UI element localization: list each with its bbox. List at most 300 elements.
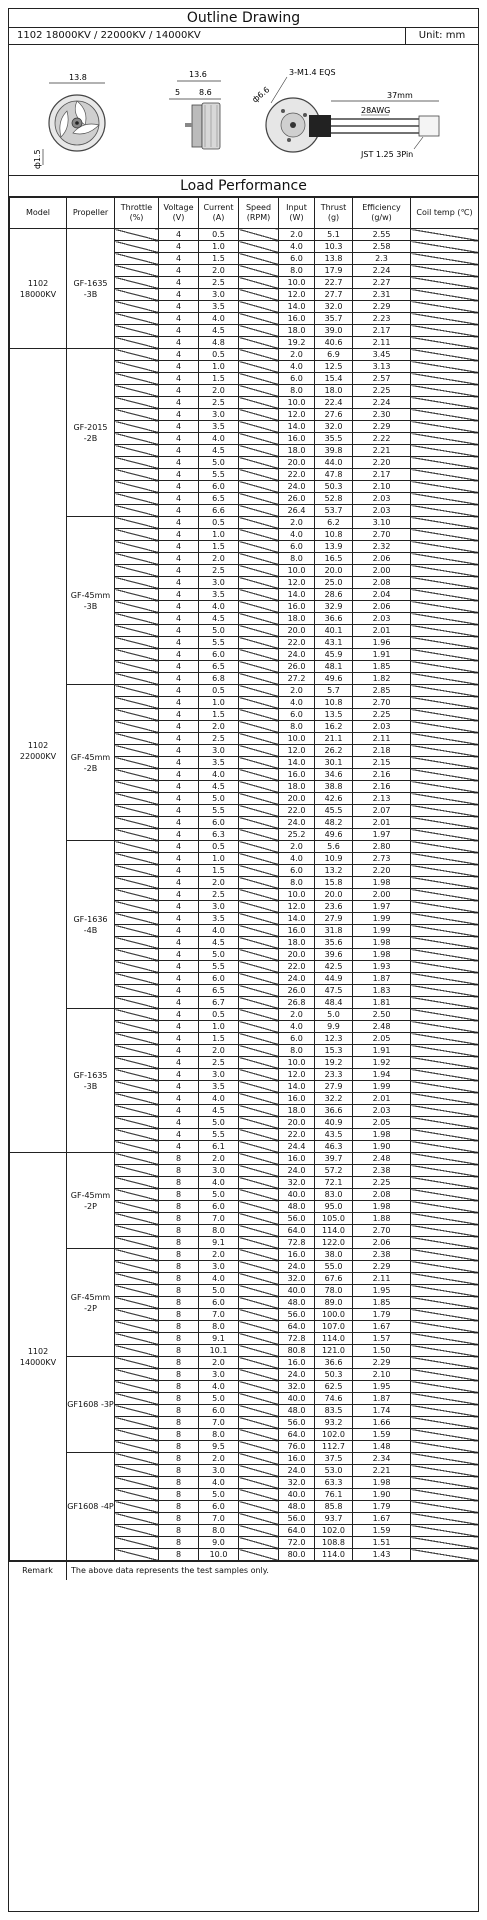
throttle-cell: [115, 901, 159, 913]
voltage-cell: 4: [159, 469, 199, 481]
throttle-cell: [115, 1549, 159, 1561]
thrust-cell: 108.8: [315, 1537, 353, 1549]
voltage-cell: 4: [159, 1033, 199, 1045]
throttle-cell: [115, 1189, 159, 1201]
input-cell: 56.0: [279, 1513, 315, 1525]
current-cell: 2.5: [199, 277, 239, 289]
voltage-cell: 8: [159, 1441, 199, 1453]
input-cell: 27.2: [279, 673, 315, 685]
current-cell: 1.5: [199, 541, 239, 553]
voltage-cell: 8: [159, 1549, 199, 1561]
efficiency-cell: 1.99: [353, 925, 411, 937]
thrust-cell: 38.8: [315, 781, 353, 793]
throttle-cell: [115, 313, 159, 325]
throttle-cell: [115, 1357, 159, 1369]
throttle-cell: [115, 1033, 159, 1045]
efficiency-cell: 2.25: [353, 1177, 411, 1189]
efficiency-cell: 1.50: [353, 1345, 411, 1357]
efficiency-cell: 1.88: [353, 1213, 411, 1225]
coil-temp-cell: [411, 1117, 479, 1129]
thrust-cell: 35.7: [315, 313, 353, 325]
efficiency-cell: 3.45: [353, 349, 411, 361]
input-cell: 16.0: [279, 769, 315, 781]
speed-cell: [239, 445, 279, 457]
voltage-cell: 4: [159, 517, 199, 529]
efficiency-cell: 1.57: [353, 1333, 411, 1345]
input-cell: 6.0: [279, 541, 315, 553]
input-cell: 40.0: [279, 1489, 315, 1501]
voltage-cell: 4: [159, 817, 199, 829]
coil-temp-cell: [411, 709, 479, 721]
column-header: Current (A): [199, 198, 239, 229]
current-cell: 8.0: [199, 1321, 239, 1333]
current-cell: 10.1: [199, 1345, 239, 1357]
current-cell: 5.0: [199, 949, 239, 961]
coil-temp-cell: [411, 349, 479, 361]
coil-temp-cell: [411, 841, 479, 853]
speed-cell: [239, 1021, 279, 1033]
current-cell: 1.5: [199, 709, 239, 721]
current-cell: 3.5: [199, 301, 239, 313]
input-cell: 32.0: [279, 1477, 315, 1489]
thrust-cell: 105.0: [315, 1213, 353, 1225]
input-cell: 12.0: [279, 901, 315, 913]
input-cell: 22.0: [279, 961, 315, 973]
efficiency-cell: 2.05: [353, 1033, 411, 1045]
voltage-cell: 4: [159, 277, 199, 289]
thrust-cell: 31.8: [315, 925, 353, 937]
coil-temp-cell: [411, 1321, 479, 1333]
voltage-cell: 8: [159, 1453, 199, 1465]
speed-cell: [239, 1549, 279, 1561]
current-cell: 9.5: [199, 1441, 239, 1453]
thrust-cell: 15.8: [315, 877, 353, 889]
thrust-cell: 13.8: [315, 253, 353, 265]
efficiency-cell: 2.03: [353, 493, 411, 505]
coil-temp-cell: [411, 1381, 479, 1393]
speed-cell: [239, 805, 279, 817]
current-cell: 6.7: [199, 997, 239, 1009]
current-cell: 5.0: [199, 457, 239, 469]
speed-cell: [239, 949, 279, 961]
coil-temp-cell: [411, 649, 479, 661]
current-cell: 8.0: [199, 1225, 239, 1237]
coil-temp-cell: [411, 1141, 479, 1153]
voltage-cell: 8: [159, 1489, 199, 1501]
coil-temp-cell: [411, 1033, 479, 1045]
coil-temp-cell: [411, 913, 479, 925]
voltage-cell: 4: [159, 1057, 199, 1069]
dim-base-label: ф6.6: [250, 85, 272, 105]
current-cell: 0.5: [199, 841, 239, 853]
speed-cell: [239, 469, 279, 481]
input-cell: 20.0: [279, 793, 315, 805]
coil-temp-cell: [411, 1477, 479, 1489]
coil-temp-cell: [411, 769, 479, 781]
efficiency-cell: 2.27: [353, 277, 411, 289]
voltage-cell: 8: [159, 1249, 199, 1261]
coil-temp-cell: [411, 553, 479, 565]
throttle-cell: [115, 1261, 159, 1273]
thrust-cell: 36.6: [315, 613, 353, 625]
speed-cell: [239, 1117, 279, 1129]
input-cell: 2.0: [279, 517, 315, 529]
efficiency-cell: 2.11: [353, 1273, 411, 1285]
coil-temp-cell: [411, 1345, 479, 1357]
throttle-cell: [115, 241, 159, 253]
voltage-cell: 4: [159, 985, 199, 997]
input-cell: 18.0: [279, 937, 315, 949]
efficiency-cell: 2.25: [353, 385, 411, 397]
spec-sheet: [8, 8, 479, 1912]
input-cell: 6.0: [279, 709, 315, 721]
voltage-cell: 4: [159, 961, 199, 973]
thrust-cell: 48.2: [315, 817, 353, 829]
current-cell: 8.0: [199, 1525, 239, 1537]
throttle-cell: [115, 1333, 159, 1345]
speed-cell: [239, 517, 279, 529]
thrust-cell: 93.7: [315, 1513, 353, 1525]
voltage-cell: 8: [159, 1525, 199, 1537]
current-cell: 2.5: [199, 565, 239, 577]
throttle-cell: [115, 337, 159, 349]
efficiency-cell: 1.98: [353, 949, 411, 961]
thrust-cell: 26.2: [315, 745, 353, 757]
throttle-cell: [115, 781, 159, 793]
model-bar: [9, 28, 478, 45]
speed-cell: [239, 1201, 279, 1213]
speed-cell: [239, 1105, 279, 1117]
voltage-cell: 8: [159, 1225, 199, 1237]
speed-cell: [239, 1273, 279, 1285]
coil-temp-cell: [411, 1513, 479, 1525]
table-row: [10, 1009, 479, 1021]
thrust-cell: 40.9: [315, 1117, 353, 1129]
speed-cell: [239, 277, 279, 289]
load-performance-title: Load Performance: [9, 176, 478, 197]
coil-temp-cell: [411, 1057, 479, 1069]
thrust-cell: 76.1: [315, 1489, 353, 1501]
thrust-cell: 34.6: [315, 769, 353, 781]
thrust-cell: 107.0: [315, 1321, 353, 1333]
coil-temp-cell: [411, 685, 479, 697]
throttle-cell: [115, 277, 159, 289]
coil-temp-cell: [411, 1237, 479, 1249]
propeller-cell: GF1608 -3P: [67, 1357, 115, 1453]
speed-cell: [239, 1069, 279, 1081]
speed-cell: [239, 913, 279, 925]
input-cell: 16.0: [279, 1249, 315, 1261]
voltage-cell: 4: [159, 769, 199, 781]
throttle-cell: [115, 481, 159, 493]
current-cell: 1.0: [199, 241, 239, 253]
thrust-cell: 45.5: [315, 805, 353, 817]
efficiency-cell: 2.17: [353, 325, 411, 337]
input-cell: 6.0: [279, 865, 315, 877]
coil-temp-cell: [411, 313, 479, 325]
throttle-cell: [115, 1213, 159, 1225]
efficiency-cell: 2.10: [353, 1369, 411, 1381]
thrust-cell: 27.7: [315, 289, 353, 301]
thrust-cell: 121.0: [315, 1345, 353, 1357]
current-cell: 3.0: [199, 1069, 239, 1081]
efficiency-cell: 2.23: [353, 313, 411, 325]
throttle-cell: [115, 349, 159, 361]
voltage-cell: 4: [159, 289, 199, 301]
thrust-cell: 13.5: [315, 709, 353, 721]
input-cell: 26.0: [279, 493, 315, 505]
coil-temp-cell: [411, 1537, 479, 1549]
efficiency-cell: 2.29: [353, 1357, 411, 1369]
input-cell: 4.0: [279, 853, 315, 865]
input-cell: 26.4: [279, 505, 315, 517]
coil-temp-cell: [411, 1417, 479, 1429]
coil-temp-cell: [411, 949, 479, 961]
coil-temp-cell: [411, 661, 479, 673]
coil-temp-cell: [411, 613, 479, 625]
coil-temp-cell: [411, 277, 479, 289]
efficiency-cell: 2.03: [353, 1105, 411, 1117]
input-cell: 14.0: [279, 589, 315, 601]
input-cell: 8.0: [279, 385, 315, 397]
voltage-cell: 4: [159, 997, 199, 1009]
current-cell: 5.5: [199, 805, 239, 817]
speed-cell: [239, 721, 279, 733]
voltage-cell: 4: [159, 697, 199, 709]
coil-temp-cell: [411, 241, 479, 253]
thrust-cell: 45.9: [315, 649, 353, 661]
coil-temp-cell: [411, 1201, 479, 1213]
coil-temp-cell: [411, 1369, 479, 1381]
current-cell: 2.5: [199, 1057, 239, 1069]
efficiency-cell: 2.29: [353, 421, 411, 433]
speed-cell: [239, 1477, 279, 1489]
voltage-cell: 4: [159, 841, 199, 853]
thrust-cell: 40.1: [315, 625, 353, 637]
thrust-cell: 36.6: [315, 1357, 353, 1369]
voltage-cell: 4: [159, 541, 199, 553]
speed-cell: [239, 1129, 279, 1141]
efficiency-cell: 2.70: [353, 1225, 411, 1237]
speed-cell: [239, 997, 279, 1009]
current-cell: 2.0: [199, 1153, 239, 1165]
throttle-cell: [115, 673, 159, 685]
speed-cell: [239, 373, 279, 385]
speed-cell: [239, 1297, 279, 1309]
thrust-cell: 114.0: [315, 1333, 353, 1345]
thrust-cell: 83.5: [315, 1405, 353, 1417]
thrust-cell: 74.6: [315, 1393, 353, 1405]
efficiency-cell: 1.95: [353, 1285, 411, 1297]
voltage-cell: 4: [159, 1021, 199, 1033]
propeller-cell: GF-45mm -2P: [67, 1153, 115, 1249]
coil-temp-cell: [411, 493, 479, 505]
efficiency-cell: 1.98: [353, 937, 411, 949]
current-cell: 2.0: [199, 877, 239, 889]
efficiency-cell: 2.85: [353, 685, 411, 697]
efficiency-cell: 2.04: [353, 589, 411, 601]
input-cell: 40.0: [279, 1285, 315, 1297]
input-cell: 24.0: [279, 1465, 315, 1477]
speed-cell: [239, 889, 279, 901]
coil-temp-cell: [411, 1021, 479, 1033]
input-cell: 2.0: [279, 1009, 315, 1021]
current-cell: 6.3: [199, 829, 239, 841]
input-cell: 72.8: [279, 1333, 315, 1345]
current-cell: 4.0: [199, 769, 239, 781]
thrust-cell: 35.6: [315, 937, 353, 949]
throttle-cell: [115, 1381, 159, 1393]
coil-temp-cell: [411, 1297, 479, 1309]
throttle-cell: [115, 1369, 159, 1381]
throttle-cell: [115, 949, 159, 961]
column-header: Efficiency (g/w): [353, 198, 411, 229]
speed-cell: [239, 973, 279, 985]
input-cell: 16.0: [279, 1093, 315, 1105]
thrust-cell: 50.3: [315, 1369, 353, 1381]
thrust-cell: 39.7: [315, 1153, 353, 1165]
speed-cell: [239, 553, 279, 565]
speed-cell: [239, 241, 279, 253]
throttle-cell: [115, 805, 159, 817]
input-cell: 26.0: [279, 985, 315, 997]
voltage-cell: 4: [159, 397, 199, 409]
current-cell: 6.8: [199, 673, 239, 685]
thrust-cell: 10.8: [315, 697, 353, 709]
throttle-cell: [115, 577, 159, 589]
speed-cell: [239, 1525, 279, 1537]
throttle-cell: [115, 1405, 159, 1417]
connector-label: JST 1.25 3Pin: [361, 150, 414, 159]
speed-cell: [239, 1405, 279, 1417]
table-row: [10, 1153, 479, 1165]
speed-cell: [239, 1345, 279, 1357]
coil-temp-cell: [411, 1393, 479, 1405]
efficiency-cell: 1.79: [353, 1309, 411, 1321]
table-row: [10, 1249, 479, 1261]
efficiency-cell: 2.03: [353, 721, 411, 733]
thrust-cell: 38.0: [315, 1249, 353, 1261]
speed-cell: [239, 589, 279, 601]
thrust-cell: 43.1: [315, 637, 353, 649]
throttle-cell: [115, 253, 159, 265]
table-row: [10, 229, 479, 241]
input-cell: 16.0: [279, 1453, 315, 1465]
efficiency-cell: 2.17: [353, 469, 411, 481]
speed-cell: [239, 817, 279, 829]
voltage-cell: 4: [159, 925, 199, 937]
coil-temp-cell: [411, 925, 479, 937]
throttle-cell: [115, 385, 159, 397]
propeller-cell: GF-1635 -3B: [67, 1009, 115, 1153]
current-cell: 4.5: [199, 781, 239, 793]
coil-temp-cell: [411, 637, 479, 649]
throttle-cell: [115, 913, 159, 925]
efficiency-cell: 1.67: [353, 1513, 411, 1525]
voltage-cell: 8: [159, 1237, 199, 1249]
voltage-cell: 4: [159, 1105, 199, 1117]
efficiency-cell: 1.91: [353, 649, 411, 661]
current-cell: 6.1: [199, 1141, 239, 1153]
input-cell: 72.8: [279, 1237, 315, 1249]
voltage-cell: 4: [159, 457, 199, 469]
throttle-cell: [115, 685, 159, 697]
speed-cell: [239, 733, 279, 745]
current-cell: 2.0: [199, 1045, 239, 1057]
speed-cell: [239, 1009, 279, 1021]
coil-temp-cell: [411, 745, 479, 757]
throttle-cell: [115, 1153, 159, 1165]
efficiency-cell: 2.05: [353, 1117, 411, 1129]
throttle-cell: [115, 589, 159, 601]
current-cell: 4.5: [199, 1105, 239, 1117]
current-cell: 3.5: [199, 1081, 239, 1093]
coil-temp-cell: [411, 1213, 479, 1225]
efficiency-cell: 1.48: [353, 1441, 411, 1453]
input-cell: 12.0: [279, 409, 315, 421]
throttle-cell: [115, 1165, 159, 1177]
dim-a-label: 5: [175, 88, 181, 97]
speed-cell: [239, 1189, 279, 1201]
throttle-cell: [115, 505, 159, 517]
speed-cell: [239, 961, 279, 973]
efficiency-cell: 2.06: [353, 601, 411, 613]
thrust-cell: 10.3: [315, 241, 353, 253]
throttle-cell: [115, 925, 159, 937]
input-cell: 4.0: [279, 697, 315, 709]
efficiency-cell: 1.97: [353, 829, 411, 841]
voltage-cell: 4: [159, 421, 199, 433]
input-cell: 8.0: [279, 265, 315, 277]
speed-cell: [239, 301, 279, 313]
thrust-cell: 32.0: [315, 421, 353, 433]
speed-cell: [239, 781, 279, 793]
voltage-cell: 4: [159, 505, 199, 517]
current-cell: 6.5: [199, 493, 239, 505]
efficiency-cell: 2.38: [353, 1165, 411, 1177]
thrust-cell: 28.6: [315, 589, 353, 601]
thrust-cell: 16.5: [315, 553, 353, 565]
current-cell: 5.0: [199, 1117, 239, 1129]
coil-temp-cell: [411, 625, 479, 637]
current-cell: 2.0: [199, 1357, 239, 1369]
voltage-cell: 8: [159, 1153, 199, 1165]
coil-temp-cell: [411, 793, 479, 805]
speed-cell: [239, 349, 279, 361]
input-cell: 80.0: [279, 1549, 315, 1561]
current-cell: 3.5: [199, 589, 239, 601]
throttle-cell: [115, 361, 159, 373]
speed-cell: [239, 1033, 279, 1045]
speed-cell: [239, 1441, 279, 1453]
throttle-cell: [115, 937, 159, 949]
coil-temp-cell: [411, 505, 479, 517]
speed-cell: [239, 565, 279, 577]
efficiency-cell: 1.82: [353, 673, 411, 685]
throttle-cell: [115, 1321, 159, 1333]
input-cell: 48.0: [279, 1297, 315, 1309]
current-cell: 5.0: [199, 793, 239, 805]
throttle-cell: [115, 541, 159, 553]
current-cell: 9.0: [199, 1537, 239, 1549]
thrust-cell: 6.2: [315, 517, 353, 529]
efficiency-cell: 1.92: [353, 1057, 411, 1069]
current-cell: 1.0: [199, 1021, 239, 1033]
throttle-cell: [115, 745, 159, 757]
coil-temp-cell: [411, 829, 479, 841]
thrust-cell: 9.9: [315, 1021, 353, 1033]
motor-bottom-view: [251, 68, 439, 159]
